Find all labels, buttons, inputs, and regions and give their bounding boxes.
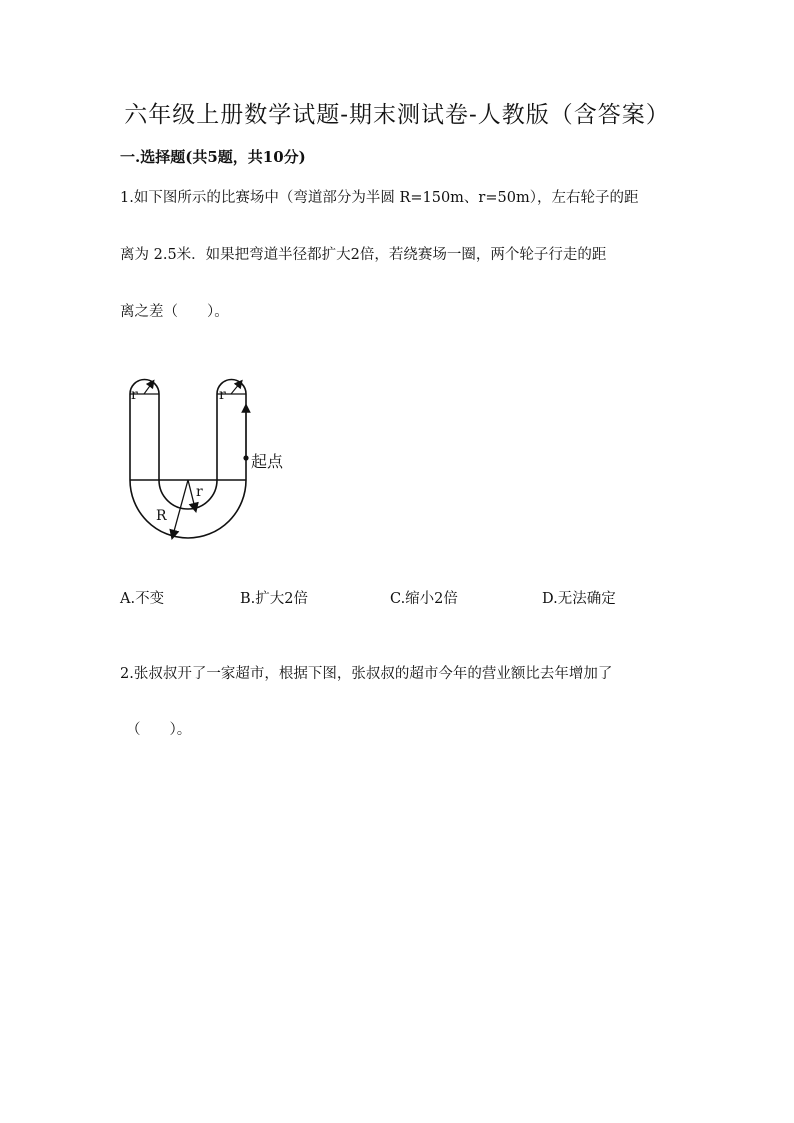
option-d[interactable]: D.无法确定	[542, 591, 616, 607]
inner-semicircle	[159, 480, 217, 509]
radius-arrow-right	[231, 383, 240, 394]
race-track-diagram	[118, 372, 318, 542]
option-c[interactable]: C.缩小2倍	[390, 591, 458, 607]
question-1-line-3: 离之差（ ）。	[120, 304, 229, 320]
label-r-right: r	[219, 387, 226, 403]
label-r-center: r	[196, 484, 203, 500]
section-heading: 一.选择题(共5题，共10分)	[120, 148, 306, 166]
question-1-line-2: 离为 2.5米．如果把弯道半径都扩大2倍，若绕赛场一圈，两个轮子行走的距	[120, 247, 607, 263]
question-2-line-1: 2.张叔叔开了一家超市，根据下图，张叔叔的超市今年的营业额比去年增加了	[120, 666, 613, 682]
page-title: 六年级上册数学试题-期末测试卷-人教版（含答案）	[124, 102, 670, 128]
start-point	[243, 455, 248, 460]
label-start: 起点	[251, 452, 284, 471]
option-a[interactable]: A.不变	[120, 591, 165, 607]
option-b[interactable]: B.扩大2倍	[240, 591, 308, 607]
question-1-line-1: 1.如下图所示的比赛场中（弯道部分为半圆 R=150m、r=50m），左右轮子的距	[120, 190, 639, 206]
label-r-left: r	[131, 387, 138, 403]
question-2-line-2: （ ）。	[126, 722, 192, 738]
radius-arrow-R	[173, 480, 188, 535]
race-track-figure	[118, 372, 318, 542]
label-R: R	[156, 508, 167, 524]
radius-arrow-r	[188, 480, 195, 508]
radius-arrow-left	[144, 383, 152, 394]
